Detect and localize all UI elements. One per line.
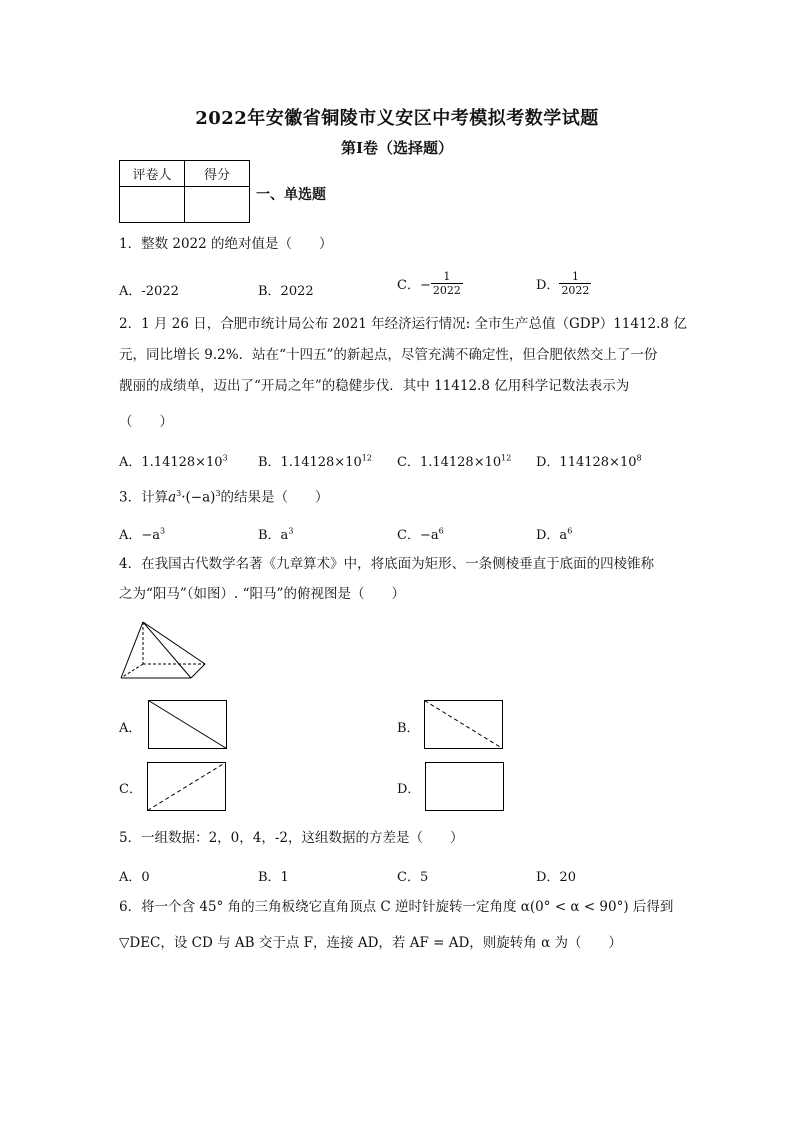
- q3-post: 的结果是（ ）: [220, 489, 329, 506]
- question-2-line-2: 元，同比增长 9.2%．站在“十四五”的新起点，尽管充满不确定性，但合肥依然交上了一份: [119, 347, 658, 363]
- q1-option-b: B．2022: [258, 284, 314, 299]
- q4-option-c-label: C．: [119, 782, 142, 797]
- q2-d-exp: 8: [636, 453, 642, 463]
- q3-var-a: a: [168, 489, 177, 506]
- q1-option-d-prefix: D．: [536, 278, 560, 293]
- q2-option-a: [119, 451, 228, 470]
- q4-option-b-figure: [424, 700, 504, 750]
- q2-c-exp: 12: [501, 453, 512, 463]
- q1-c-denominator: 2022: [432, 284, 461, 297]
- q3-option-a: [119, 524, 165, 543]
- q5-option-b: B．1: [258, 870, 289, 885]
- q1-option-a: A．-2022: [119, 284, 179, 299]
- section-heading: 一、单选题: [256, 187, 326, 203]
- yangma-pyramid-figure: [115, 618, 215, 688]
- question-4-line-2: 之为“阳马”（如图）. “阳马”的俯视图是（ ）: [119, 586, 405, 602]
- q2-a-exp: 3: [222, 453, 228, 463]
- question-2-line-1: 2．1 月 26 日，合肥市统计局公布 2021 年经济运行情况: 全市生产总值（GDP）11412.8 亿: [119, 316, 687, 332]
- q2-b-exp: 12: [361, 453, 372, 463]
- q3-b-text: B．a: [258, 528, 289, 543]
- q2-d-base: D．114128×10: [536, 455, 637, 470]
- question-2-line-4: （ ）: [119, 414, 173, 430]
- question-4-line-1: 4．在我国古代数学名著《九章算术》中，将底面为矩形、一条侧棱垂直于底面的四棱锥称: [119, 556, 655, 572]
- q3-a-exp: 3: [176, 489, 182, 498]
- q5-option-d: D．20: [536, 870, 576, 885]
- q3-mid: ·(−a): [181, 489, 216, 506]
- q4-option-b-label: B．: [397, 721, 420, 736]
- q1-option-c: [397, 270, 463, 297]
- q3-option-b: [258, 524, 293, 543]
- score-cell: [185, 187, 250, 223]
- q4-option-d-figure: [425, 762, 505, 812]
- q3-pre: 3．计算: [119, 489, 169, 506]
- q1-option-c-fraction: [431, 270, 463, 297]
- q1-d-numerator: 1: [559, 270, 591, 284]
- q5-option-c: C．5: [397, 870, 429, 885]
- question-6-line-2: ▽DEC，设 CD 与 AB 交于点 F，连接 AD，若 AF = AD，则旋转角 α 为（ ）: [119, 935, 622, 951]
- q3-b-sup: 3: [288, 526, 294, 536]
- q4-option-d-label: D．: [397, 782, 421, 797]
- q3-mid-exp: 3: [215, 489, 221, 498]
- page-subtitle: 第I卷（选择题）: [340, 139, 454, 157]
- grader-cell: [120, 187, 185, 223]
- q1-option-d: [536, 270, 591, 297]
- q4-option-a-figure: [148, 700, 228, 750]
- q1-option-d-fraction: [559, 270, 591, 297]
- q2-option-b: [258, 451, 372, 470]
- q1-d-denominator: 2022: [561, 284, 590, 297]
- q3-option-d: [536, 524, 572, 543]
- q1-c-numerator: 1: [431, 270, 463, 284]
- score-header: 得分: [185, 161, 250, 187]
- q4-option-c-figure: [147, 762, 227, 812]
- page-title: 2022年安徽省铜陵市义安区中考模拟考数学试题: [195, 108, 599, 129]
- q5-option-a: A．0: [119, 870, 150, 885]
- question-6-line-1: 6．将一个含 45° 角的三角板绕它直角顶点 C 逆时针旋转一定角度 α(0° < α < 90°) 后得到: [119, 899, 674, 915]
- q3-c-text: C．−a: [397, 528, 439, 543]
- q2-option-c: [397, 451, 511, 470]
- q3-a-text: A．−a: [119, 528, 161, 543]
- question-2-line-3: 靓丽的成绩单，迈出了“开局之年”的稳健步伐．其中 11412.8 亿用科学记数法表示为: [119, 378, 630, 394]
- q3-d-sup: 6: [567, 526, 573, 536]
- q2-b-base: B．1.14128×10: [258, 455, 362, 470]
- q3-c-sup: 6: [438, 526, 444, 536]
- q2-a-base: A．1.14128×10: [119, 455, 223, 470]
- q3-option-c: [397, 524, 444, 543]
- grader-table: [119, 160, 250, 223]
- q2-c-base: C．1.14128×10: [397, 455, 502, 470]
- q1-option-c-prefix: C．−: [397, 278, 431, 293]
- question-1-text: 1．整数 2022 的绝对值是（ ）: [119, 236, 333, 252]
- q3-a-sup: 3: [160, 526, 166, 536]
- grader-header: 评卷人: [120, 161, 185, 187]
- q3-d-text: D．a: [536, 528, 568, 543]
- question-3-text: [119, 484, 329, 508]
- question-5-text: 5．一组数据：2，0，4，-2，这组数据的方差是（ ）: [119, 830, 464, 846]
- q4-option-a-label: A．: [119, 721, 142, 736]
- q2-option-d: [536, 451, 642, 470]
